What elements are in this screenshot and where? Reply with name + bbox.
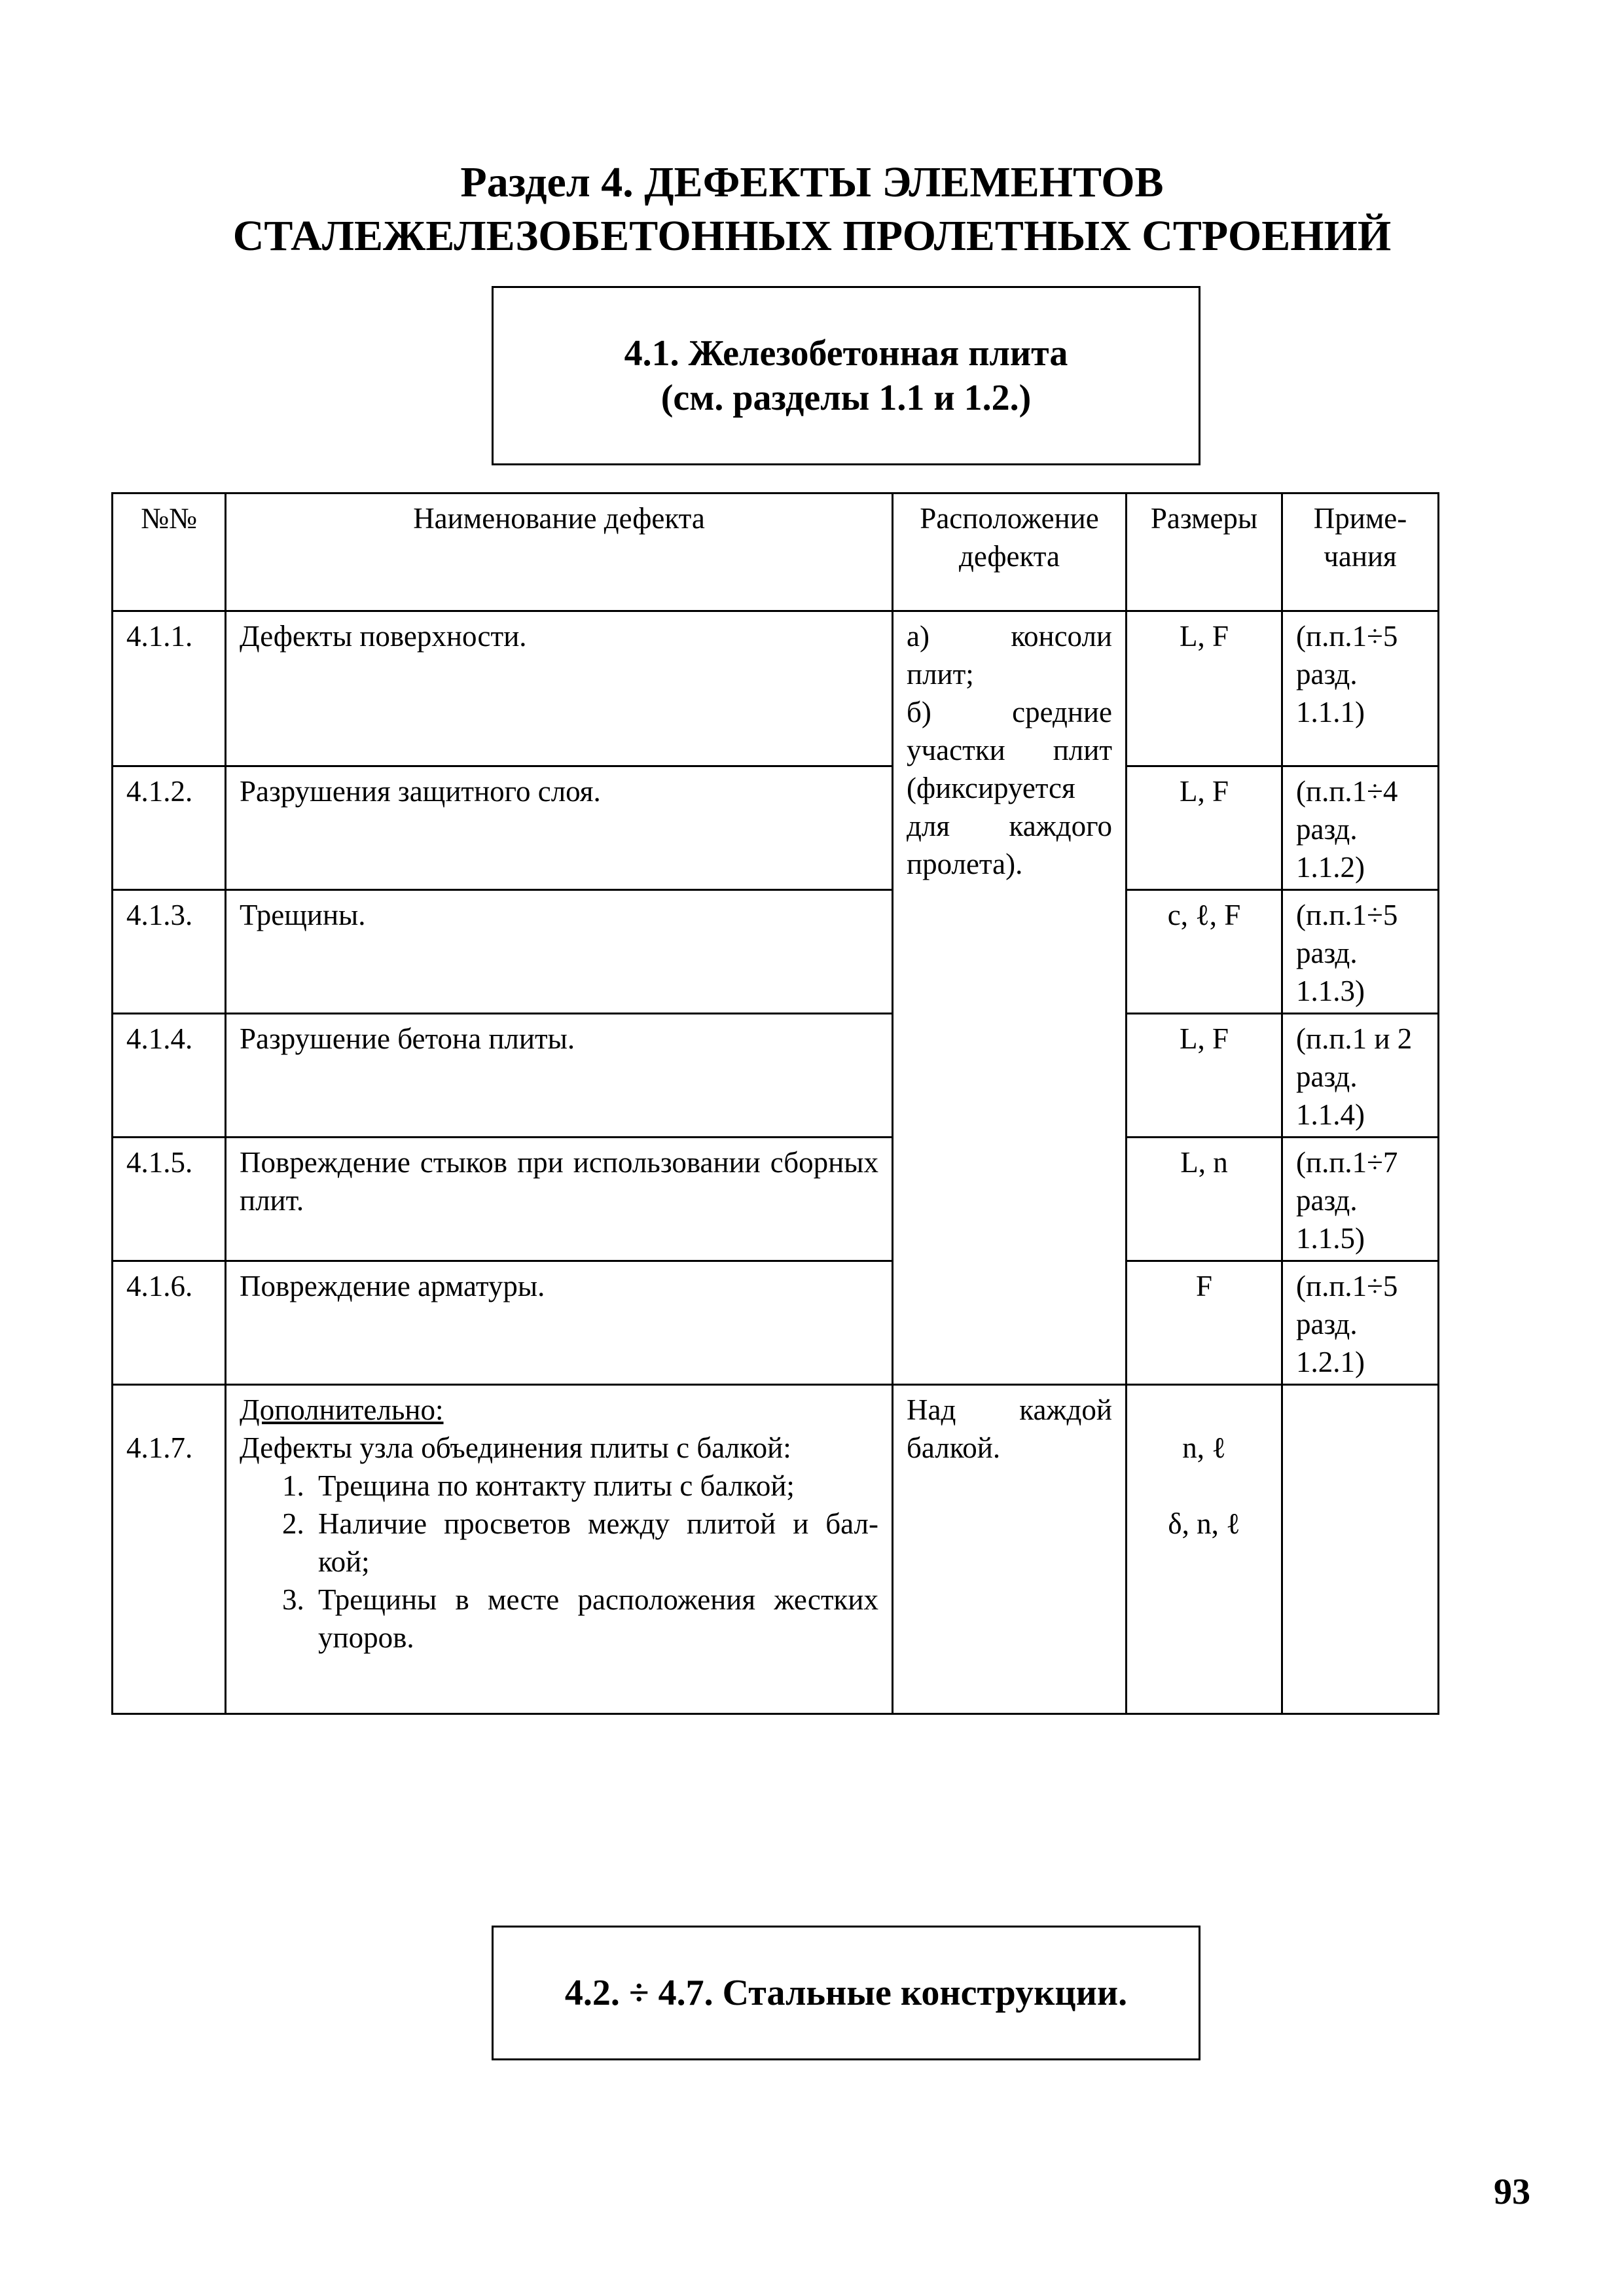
location-b: б) средние участки плит (фиксируется для каждого пролета).: [907, 696, 1112, 880]
row-note: [1282, 766, 1439, 890]
row-note: [1282, 1014, 1439, 1138]
row-sizes: c, ℓ, F: [1127, 890, 1282, 1014]
row-num: 4.1.1.: [113, 611, 226, 766]
row-sizes: L, n: [1127, 1138, 1282, 1261]
table-row: [113, 1014, 1439, 1138]
table-row: [113, 890, 1439, 1014]
note-ref: (п.п.1 и 2: [1296, 1022, 1413, 1055]
subsection-title-line2: (см. разделы 1.1 и 1.2.): [660, 378, 1032, 418]
row-num: 4.1.6.: [113, 1261, 226, 1385]
note-section: разд.: [1296, 1060, 1358, 1093]
note-number: 1.1.1): [1296, 696, 1365, 728]
defects-table: [111, 492, 1439, 1715]
note-number: 1.2.1): [1296, 1346, 1365, 1378]
row-name: Разрушение бетона плиты.: [226, 1014, 893, 1138]
note-ref: (п.п.1÷5: [1296, 1270, 1398, 1302]
row-num: 4.1.7.: [113, 1385, 226, 1714]
row-name: Повреждение арматуры.: [226, 1261, 893, 1385]
size-crack: n, ℓ: [1182, 1431, 1226, 1464]
shared-location: [893, 611, 1127, 1385]
row-note: [1282, 1261, 1439, 1385]
row-name: Разрушения защитного слоя.: [226, 766, 893, 890]
note-section: разд.: [1296, 937, 1358, 969]
row-note: [1282, 611, 1439, 766]
page-number: 93: [1494, 2172, 1530, 2212]
row-name: [226, 1385, 893, 1714]
header-name: Наименование дефекта: [226, 493, 893, 611]
table-row: [113, 1385, 1439, 1714]
note-section: разд.: [1296, 1184, 1358, 1217]
node-defects-list: [240, 1467, 878, 1657]
note-ref: (п.п.1÷7: [1296, 1146, 1398, 1179]
node-defects-intro: Дефекты узла объединения плиты с балкой:: [240, 1431, 791, 1464]
row-note: [1282, 1385, 1439, 1714]
section-title-line1: Раздел 4. ДЕФЕКТЫ ЭЛЕМЕНТОВ: [460, 158, 1164, 206]
table-row: [113, 766, 1439, 890]
location-a: а) консоли плит;: [907, 620, 1112, 691]
subsection-title-line1: 4.1. Железобетонная плита: [624, 333, 1068, 374]
row-sizes: F: [1127, 1261, 1282, 1385]
table-row: [113, 1261, 1439, 1385]
row-num: 4.1.2.: [113, 766, 226, 890]
subsection2-title: 4.2. ÷ 4.7. Стальные конструкции.: [564, 1973, 1128, 2013]
row-sizes: L, F: [1127, 766, 1282, 890]
row-num: 4.1.4.: [113, 1014, 226, 1138]
note-section: разд.: [1296, 1308, 1358, 1340]
list-item: 3. Трещины в месте расположения жестких упоров.: [312, 1581, 878, 1657]
note-ref: (п.п.1÷4: [1296, 775, 1398, 808]
note-ref: (п.п.1÷5: [1296, 620, 1398, 653]
note-number: 1.1.2): [1296, 851, 1365, 884]
note-number: 1.1.5): [1296, 1222, 1365, 1255]
size-gap: δ, n, ℓ: [1168, 1507, 1240, 1540]
row-note: [1282, 890, 1439, 1014]
note-number: 1.1.4): [1296, 1098, 1365, 1131]
note-section: разд.: [1296, 658, 1358, 691]
note-number: 1.1.3): [1296, 975, 1365, 1007]
subsection-box-4-1: [492, 286, 1200, 465]
row-sizes: L, F: [1127, 611, 1282, 766]
row-note: [1282, 1138, 1439, 1261]
note-ref: (п.п.1÷5: [1296, 899, 1398, 931]
row-name: Дефекты поверхности.: [226, 611, 893, 766]
header-sizes: Размеры: [1127, 493, 1282, 611]
row-sizes: [1127, 1385, 1282, 1714]
row-num: 4.1.5.: [113, 1138, 226, 1261]
subsection-box-4-2-4-7: [492, 1926, 1200, 2060]
row-location: Над каждой балкой.: [893, 1385, 1127, 1714]
row-num: 4.1.3.: [113, 890, 226, 1014]
table-header-row: [113, 493, 1439, 611]
row-name: Повреждение стыков при использовании сборных плит.: [226, 1138, 893, 1261]
section-title-line2: СТАЛЕЖЕЛЕЗОБЕТОННЫХ ПРОЛЕТНЫХ СТРОЕНИЙ: [232, 212, 1392, 260]
note-section: разд.: [1296, 813, 1358, 846]
table-row: [113, 1138, 1439, 1261]
header-location: Расположение дефекта: [893, 493, 1127, 611]
table-row: [113, 611, 1439, 766]
row-name: Трещины.: [226, 890, 893, 1014]
header-num: №№: [113, 493, 226, 611]
row-sizes: L, F: [1127, 1014, 1282, 1138]
section-title: [0, 156, 1624, 263]
list-item: 1. Трещина по контакту плиты с балкой;: [312, 1467, 878, 1505]
header-notes: Приме-чания: [1282, 493, 1439, 611]
additional-label: Дополнительно:: [240, 1393, 444, 1426]
list-item: 2. Наличие просветов между плитой и бал-кой;: [312, 1505, 878, 1581]
